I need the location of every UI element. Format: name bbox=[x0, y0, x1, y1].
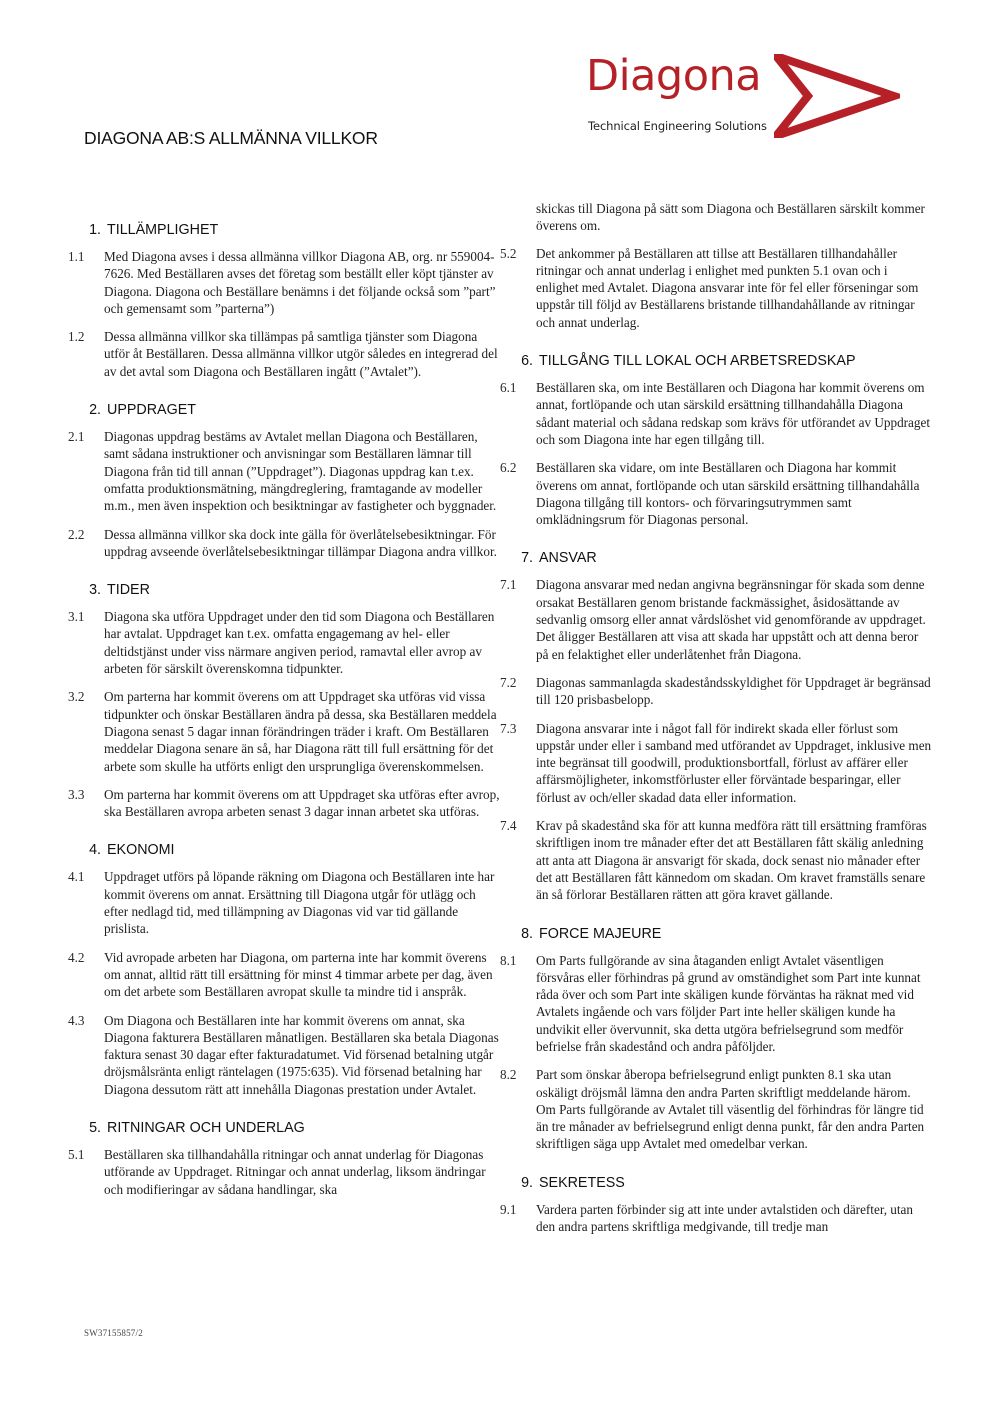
clause-text: Beställaren ska, om inte Beställaren och Diagona har kommit överens om annat, fortlöpande och utan särskild ersättning tillhandahålla Diagona sådant material och sådana redskap som krävs för utförandet av Uppdraget och som Diagona inte har egen tillgång till. bbox=[536, 380, 931, 447]
clause-text: Vid avropade arbeten har Diagona, om parterna inte har kommit överens om annat, alltid rätt till ersättning för minst 4 timmar arbete per dag, även om det arbete som Beställaren avropat skulle ta mindre tid i anspråk. bbox=[104, 949, 493, 1000]
section-number: 5. bbox=[89, 1119, 101, 1136]
clause-number: 7.2 bbox=[500, 674, 517, 690]
clause-text: Om parterna har kommit överens om att Uppdraget ska utföras vid vissa tidpunkter och önskar Beställaren ändra på dessa, ska Beställaren meddela Diagona senast 5 dagar innan förändringen träder i kraft. Om Beställaren meddelar Diagona senare än så, har Diagona rätt till full ersättning för det arbete som skulle ha utförts enligt den ursprungliga överenskommelsen. bbox=[104, 689, 497, 774]
clause bbox=[68, 248, 500, 317]
section-heading bbox=[500, 550, 932, 570]
clause-text: Part som önskar åberopa befrielsegrund enligt punkten 8.1 ska utan oskäligt dröjsmål lämna den andra Parten skriftligt meddelande härom. Om Parts fullgörande av Avtalet till väsentlig del förhindras för längre tid än tre månader av befrielsegrund enligt denna punkt, får den andra Parten skriftligen säga upp Avtalet med omedelbar verkan. bbox=[536, 1067, 925, 1152]
clause-number: 4.2 bbox=[68, 949, 85, 965]
section-heading bbox=[68, 842, 500, 862]
clause bbox=[500, 576, 932, 662]
clause-number: 2.2 bbox=[68, 526, 85, 542]
clause bbox=[500, 720, 932, 806]
clause-number: 1.1 bbox=[68, 249, 85, 264]
section-number: 2. bbox=[89, 402, 101, 419]
section bbox=[500, 353, 932, 528]
clause-text: Diagona ansvarar med nedan angivna begränsningar för skada som denne orsakat Beställaren genom bristande fackmässighet, åsidosättande av sedvanlig omsorg eller annat vårdslöshet vid genomförande av uppdraget. Det åligger Beställaren att visa att skada har uppstått och att denna beror på en felaktighet eller underlåtenhet från Diagona. bbox=[536, 577, 926, 662]
diagona-logo bbox=[584, 48, 900, 140]
clause-number: 5.2 bbox=[500, 245, 517, 261]
section bbox=[500, 245, 932, 331]
clause-number: 8.2 bbox=[500, 1067, 517, 1083]
right-column bbox=[500, 200, 932, 1257]
clause bbox=[68, 786, 500, 821]
section bbox=[68, 582, 500, 820]
clause-text: Uppdraget utförs på löpande räkning om Diagona och Beställaren inte har kommit överens om annat. Ersättning till Diagona utgår för utlägg och efter nedlagd tid, med tillämpning av Diagonas vid var tid gällande prislista. bbox=[104, 869, 495, 937]
clause bbox=[500, 952, 932, 1056]
section-title: SEKRETESS bbox=[539, 1174, 625, 1191]
section-title: TILLGÅNG TILL LOKAL OCH ARBETSREDSKAP bbox=[539, 353, 856, 370]
clause bbox=[500, 379, 932, 448]
clause-text: Det ankommer på Beställaren att tillse att Beställaren tillhandahåller ritningar och annat underlag i enlighet med punkten 5.1 ovan och i enlighet med Avtalet. Diagona ansvarar inte för fel eller förseningar som uppstår till följd av Beställarens bristande tillhandahållande av ritningar och annat underlag. bbox=[536, 245, 919, 330]
clause-number: 2.1 bbox=[68, 429, 85, 445]
clause bbox=[500, 674, 932, 709]
section-number: 1. bbox=[89, 222, 101, 238]
clause-text: Om Parts fullgörande av sina åtaganden enligt Avtalet väsentligen försvåras eller förhindras på grund av omständighet som Part inte kunnat råda över och som Part inte skäligen kunde förväntas ha räknat med vid Avtalets ingående och vars följder Part inte heller skäligen kunde ha undvikit eller övervunnit, ska detta utgöra befrielsegrund som medför befrielse från skadestånd och andra påföljder. bbox=[536, 952, 921, 1054]
section-heading bbox=[500, 1175, 932, 1195]
clause bbox=[68, 608, 500, 677]
left-column bbox=[68, 222, 500, 1220]
section-number: 3. bbox=[89, 582, 101, 599]
clause bbox=[500, 245, 932, 331]
section bbox=[68, 842, 500, 1098]
clause-number: 5.1 bbox=[68, 1146, 85, 1162]
clause-number: 1.2 bbox=[68, 329, 85, 345]
section bbox=[500, 926, 932, 1153]
section-title: TILLÄMPLIGHET bbox=[107, 222, 219, 238]
clause-text: Diagonas sammanlagda skadeståndsskyldighet för Uppdraget är begränsad till 120 prisbasbelopp. bbox=[536, 674, 931, 708]
section-heading bbox=[68, 1120, 500, 1140]
section-heading bbox=[68, 582, 500, 602]
clause-number: 4.3 bbox=[68, 1012, 85, 1028]
section-title: TIDER bbox=[107, 582, 150, 599]
clause bbox=[500, 1066, 932, 1152]
document-reference: SW37155857/2 bbox=[84, 1328, 143, 1338]
clause-number: 3.2 bbox=[68, 689, 85, 705]
clause bbox=[68, 688, 500, 774]
section-heading bbox=[500, 926, 932, 946]
clause-text: Beställaren ska vidare, om inte Beställaren och Diagona har kommit överens om annat, fortlöpande och utan särskild ersättning tillhandahålla Diagona tillgång till kontors- och förvaringsutrymmen samt omklädningsrum för Diagonas personal. bbox=[536, 460, 920, 528]
section-number: 4. bbox=[89, 842, 101, 859]
clause bbox=[68, 526, 500, 561]
section-heading bbox=[68, 402, 500, 422]
clause-number: 8.1 bbox=[500, 952, 517, 968]
clause bbox=[68, 428, 500, 514]
clause bbox=[68, 868, 500, 937]
section-title: FORCE MAJEURE bbox=[539, 925, 662, 942]
clause bbox=[68, 949, 500, 1001]
clause-number: 3.1 bbox=[68, 609, 85, 625]
clause-text: Om Diagona och Beställaren inte har kommit överens om annat, ska Diagona fakturera Beställaren månatligen. Beställaren ska betala Diagonas faktura senast 30 dagar efter fakturadatumet. Vid försenad betalning utgår dröjsmålsränta enligt räntelagen (1975:635). Vid försenad betalning har Diagona dessutom rätt att innehålla Diagonas prestation under Avtalet. bbox=[104, 1012, 499, 1097]
logo-tagline: Technical Engineering Solutions bbox=[588, 119, 767, 133]
logo-wordmark: Diagona bbox=[586, 51, 762, 101]
clause-number: 4.1 bbox=[68, 869, 85, 885]
clause-text: Diagonas uppdrag bestäms av Avtalet mellan Diagona och Beställaren, samt sådana instruktioner och anvisningar som Beställaren lämnar till Diagona från tid till annan (”Uppdraget”). Diagonas uppdrag kan t.ex. omfatta produktionsmätning, mängdreglering, framtagande av modeller m.m., men även inspektion och besiktningar av fastigheter och byggnader. bbox=[104, 429, 497, 514]
clause-text: Med Diagona avses i dessa allmänna villkor Diagona AB, org. nr 559004-7626. Med Beställaren avses det företag som beställt eller köpt tjänster av Diagona. Diagona och Beställare benämns i det följande också som ”part” och gemensamt som ”parterna”) bbox=[104, 249, 496, 316]
clause-text: Vardera parten förbinder sig att inte under avtalstiden och därefter, utan den andra partens skriftliga medgivande, till tredje man bbox=[536, 1201, 913, 1235]
clause-number: 6.1 bbox=[500, 380, 517, 396]
clause-number: 3.3 bbox=[68, 786, 85, 802]
section-number: 9. bbox=[521, 1174, 533, 1191]
section bbox=[500, 1175, 932, 1236]
section bbox=[68, 402, 500, 560]
section-number: 6. bbox=[521, 353, 533, 370]
clause-text: Diagona ansvarar inte i något fall för indirekt skada eller förlust som uppstår under eller i samband med utförandet av Uppdraget, inklusive men inte begränsat till goodwill, produktionsbortfall, förlust av affärer eller affärsmöjligheter, inkomstförluster eller förväntade besparingar, eller förlust av och/eller skadad data eller information. bbox=[536, 720, 932, 805]
continuation-text: skickas till Diagona på sätt som Diagona och Beställaren särskilt kommer överens om. bbox=[536, 201, 925, 234]
clause-number: 7.3 bbox=[500, 720, 517, 736]
section bbox=[68, 222, 500, 380]
section-heading bbox=[68, 222, 500, 242]
clause-number: 7.4 bbox=[500, 818, 517, 834]
clause-number: 7.1 bbox=[500, 577, 517, 593]
section bbox=[68, 1120, 500, 1198]
clause-text: Krav på skadestånd ska för att kunna medföra rätt till ersättning framföras skriftligen inom tre månader efter det att Beställaren fått skälig anledning att anta att Diagona är ansvarigt för skada, dock senast nio månader efter det att Beställaren fått kännedom om skadan. Om kravet framställs senare än så förlorar Beställaren rätten att göra kravet gällande. bbox=[536, 818, 927, 903]
clause-number: 9.1 bbox=[500, 1201, 517, 1217]
clause-text: Beställaren ska tillhandahålla ritningar och annat underlag för Diagonas utförande av Uppdraget. Ritningar och annat underlag, liksom ändringar och modifieringar av sådana handlingar, ska bbox=[104, 1146, 486, 1197]
page-title: DIAGONA AB:S ALLMÄNNA VILLKOR bbox=[84, 128, 378, 148]
section-title: RITNINGAR OCH UNDERLAG bbox=[107, 1119, 305, 1136]
clause-number: 6.2 bbox=[500, 460, 517, 476]
clause-text: Dessa allmänna villkor ska dock inte gälla för överlåtelsebesiktningar. För uppdrag avseende överlåtelsebesiktningar tillämpar Diagona andra villkor. bbox=[104, 526, 497, 559]
section-heading bbox=[500, 353, 932, 373]
section-number: 8. bbox=[521, 925, 533, 942]
section-number: 7. bbox=[521, 550, 533, 567]
clause bbox=[68, 1012, 500, 1098]
section bbox=[500, 550, 932, 903]
clause bbox=[500, 1201, 932, 1236]
clause-text: Dessa allmänna villkor ska tillämpas på samtliga tjänster som Diagona utför åt Beställaren. Dessa allmänna villkor utgör således en integrerad del av det avtal som Diagona och Beställaren ingått (”Avtalet”). bbox=[104, 329, 498, 379]
section-title: UPPDRAGET bbox=[107, 402, 196, 419]
section-title: EKONOMI bbox=[107, 842, 175, 859]
clause bbox=[500, 459, 932, 528]
clause-text: Om parterna har kommit överens om att Uppdraget ska utföras efter avrop, ska Beställaren avropa arbeten senast 3 dagar innan arbetet ska utföras. bbox=[104, 786, 500, 820]
clause bbox=[500, 817, 932, 903]
clause bbox=[68, 328, 500, 380]
clause bbox=[68, 1146, 500, 1198]
logo-arrow-icon bbox=[774, 54, 900, 138]
section-title: ANSVAR bbox=[539, 550, 597, 567]
clause-text: Diagona ska utföra Uppdraget under den tid som Diagona och Beställaren har avtalat. Uppdraget kan t.ex. omfatta engagemang av hel- eller deltidstjänst under viss närmare angiven period, ramavtal eller avrop av arbeten för särskilt överenskomna tidpunkter. bbox=[104, 609, 495, 677]
